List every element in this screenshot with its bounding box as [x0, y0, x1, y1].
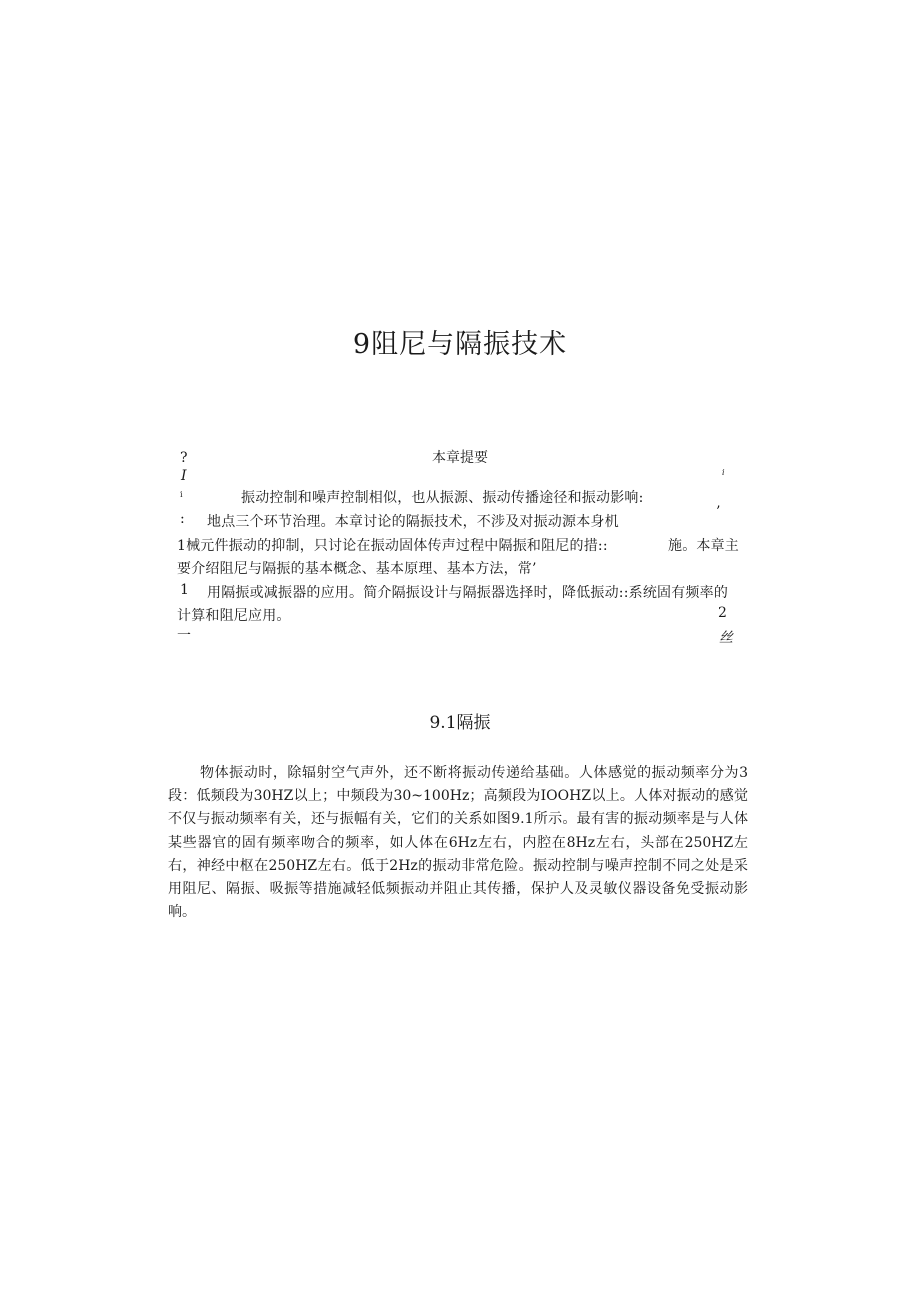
- summary-line-3: 1械元件振动的抑制，只讨论在振动固体传声过程中隔振和阻尼的措::: [177, 538, 608, 554]
- summary-line-4: 要介绍阻尼与隔振的基本概念、基本原理、基本方法，常’: [177, 561, 537, 577]
- summary-line-5: 用隔振或减振器的应用。简介隔振设计与隔振器选择时，降低振动::系统固有频率的: [207, 585, 729, 601]
- summary-mark-colon: :: [180, 511, 185, 527]
- page-title: 9阻尼与隔振技术: [352, 329, 568, 360]
- summary-line-3b: 施。本章主: [668, 538, 739, 554]
- summary-line-6: 计算和阻尼应用。: [177, 608, 291, 624]
- summary-mark-dash: 一: [177, 628, 191, 644]
- summary-mark-question: ?: [180, 450, 188, 466]
- summary-mark-i-italic: I: [181, 468, 187, 484]
- summary-mark-one: 1: [180, 582, 189, 598]
- summary-mark-i-left: i: [180, 490, 183, 499]
- summary-line-1: 振动控制和噪声控制相似，也从振源、振动传播途径和振动影响:: [241, 490, 644, 506]
- section-heading: 9.1隔振: [429, 713, 491, 733]
- summary-mark-si: 丝: [719, 630, 733, 646]
- summary-mark-i-right: i: [722, 468, 725, 477]
- section-paragraph: 物体振动时，除辐射空气声外，还不断将振动传递给基础。人体感觉的振动频率分为3段：低频段为30HZ以上；中频段为30~100Hz；高频段为IOOHZ以上。人体对振动的感觉不仅与振动频率有关，还与振幅有关，它们的关系如图9.1所示。最有害的振动频率是与人体某些器官的固有频率吻合的频率，如人体在6Hz左右，内腔在8Hz左右，头部在250HZ左右，神经中枢在250HZ左右。低于2Hz的振动非常危险。振动控制与噪声控制不同之处是采用阻尼、隔振、吸振等措施减轻低频振动并阻止其传播，保护人及灵敏仪器设备免受振动影响。: [168, 765, 748, 921]
- summary-mark-comma: ’: [716, 504, 721, 520]
- summary-line-2: 地点三个环节治理。本章讨论的隔振技术，不涉及对振动源本身机: [207, 514, 619, 530]
- summary-heading: 本章提要: [432, 450, 488, 466]
- summary-mark-two: 2: [718, 605, 727, 621]
